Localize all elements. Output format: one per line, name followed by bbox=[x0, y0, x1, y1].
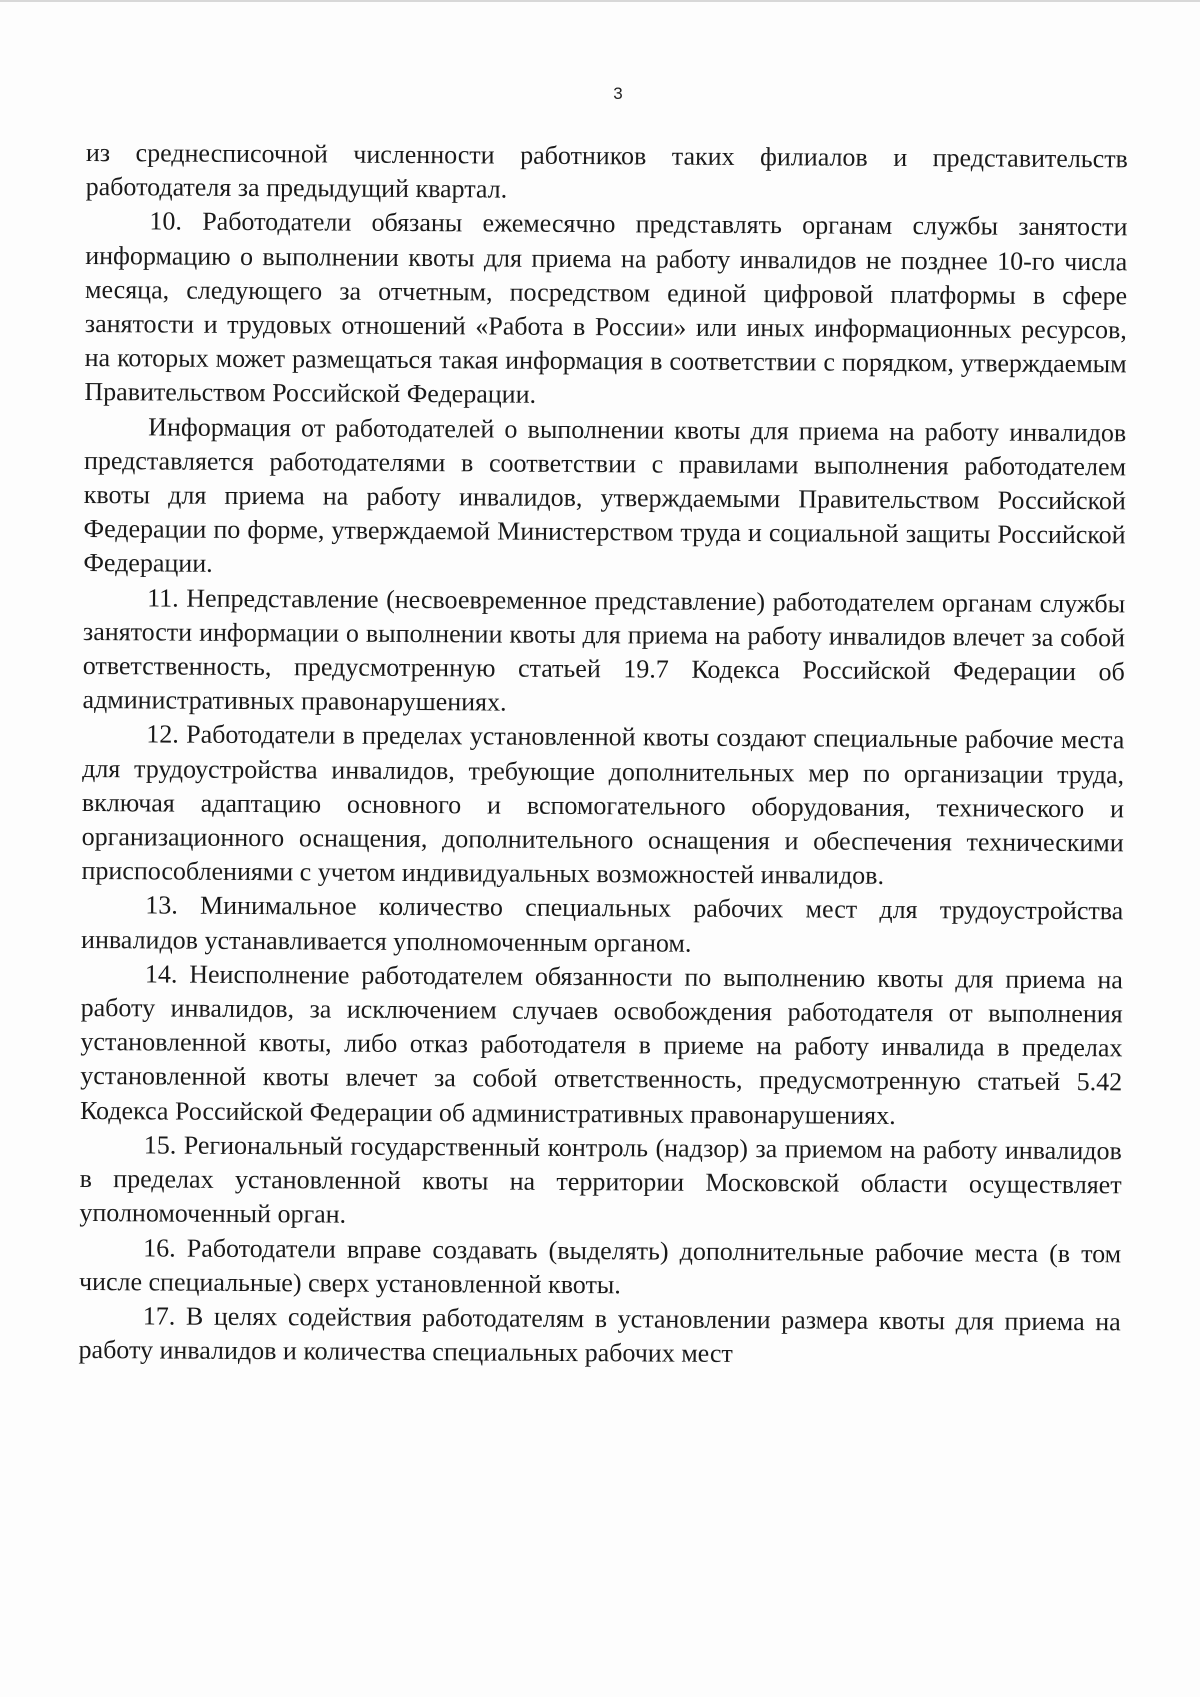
paragraph-item-11: 11. Непредставление (несвоевременное представление) работодателем органам службы занятости информации о выполнении квоты для приема на работу инвалидов влечет за собой ответственность, предусмотренную статьей 19.7 Кодекса Российской Федерации об административных правонарушениях. bbox=[82, 583, 1126, 717]
paragraph-item-10: 10. Работодатели обязаны ежемесячно представлять органам службы занятости информацию о выполнении квоты для приема на работу инвалидов не позднее 10-го числа месяца, следующего за отчетным, посредством единой цифровой платформы в сфере занятости и трудовых отношений «Работа в России» или иных информационных ресурсов, на которых может размещаться такая информация в соответствии с порядком, утверждаемым Правительством Российской Федерации. bbox=[84, 206, 1128, 410]
paragraph-item-13: 13. Минимальное количество специальных рабочих мест для трудоустройства инвалидов устанавливается уполномоченным органом. bbox=[81, 890, 1124, 958]
page-edge-divider bbox=[0, 0, 1200, 2]
paragraph-item-15: 15. Региональный государственный контроль (надзор) за приемом на работу инвалидов в пределах установленной квоты на территории Московской области осуществляет уполномоченный орган. bbox=[79, 1130, 1122, 1229]
paragraph-continuation: из среднесписочной численности работников таких филиалов и представительств работодателя за предыдущий квартал. bbox=[85, 137, 1128, 204]
paragraph-item-14: 14. Неисполнение работодателем обязанности по выполнению квоты для приема на работу инвалидов, за исключением случаев освобождения работодателя от выполнения установленной квоты, либо отказ работодателя в приеме на работу инвалида в пределах установленной квоты влечет за собой ответственность, предусмотренную статьей 5.42 Кодекса Российской Федерации об административных правонарушениях. bbox=[79, 959, 1123, 1130]
page-number: 3 bbox=[613, 84, 623, 103]
paragraph-item-12: 12. Работодатели в пределах установленной квоты создают специальные рабочие места для трудоустройства инвалидов, требующие дополнительных мер по организации труда, включая адаптацию основного и вспомогательного оборудования, технического и организационного оснащения, дополнительного оснащения и обеспечения техническими приспособлениями с учетом индивидуальных возможностей инвалидов. bbox=[81, 719, 1125, 891]
paragraph-item-16: 16. Работодатели вправе создавать (выделять) дополнительные рабочие места (в том числе специальные) сверх установленной квоты. bbox=[78, 1232, 1122, 1299]
paragraph-item-10-info: Информация от работодателей о выполнении квоты для приема на работу инвалидов представляется работодателями в соответствии с правилами выполнения работодателем квоты для приема на работу инвалидов, утверждаемыми Правительством Российской Федерации по форме, утверждаемой Министерством труда и социальной защиты Российской Федерации. bbox=[83, 412, 1127, 579]
paragraph-item-17: 17. В целях содействия работодателям в установлении размера квоты для приема на работу инвалидов и количества специальных рабочих мест bbox=[78, 1301, 1121, 1369]
document-body bbox=[78, 136, 1128, 1374]
